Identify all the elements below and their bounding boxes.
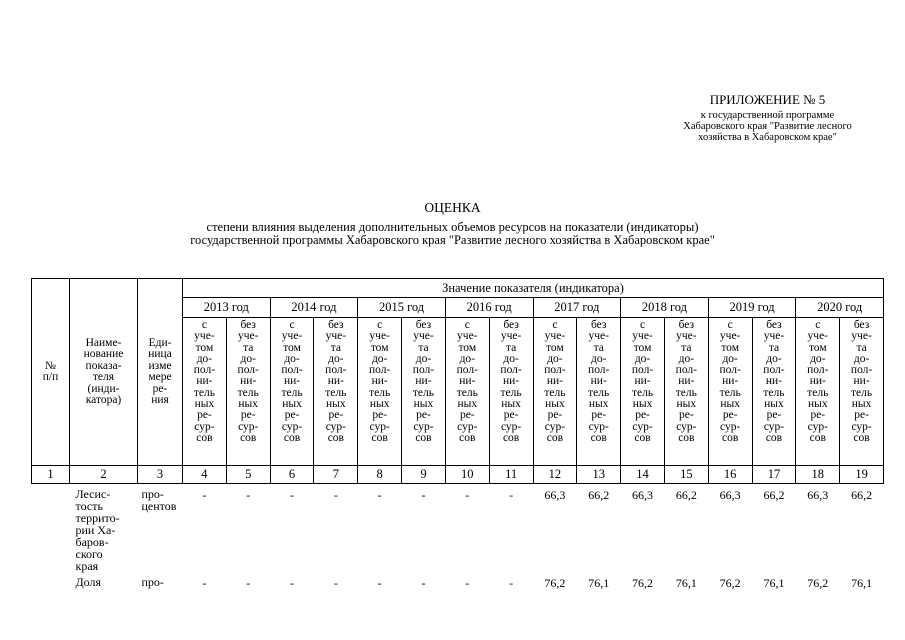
indicator-value: -: [246, 488, 251, 502]
header-with-resources: с уче- том до- пол- ни- тель ных ре- сур- сов: [533, 318, 577, 466]
column-number: 13: [577, 466, 621, 484]
indicator-value: -: [333, 576, 338, 590]
header-number: № п/п: [32, 279, 70, 466]
indicator-value: 66,3: [632, 488, 654, 502]
year-header: 2016 год: [445, 298, 533, 318]
indicator-value: 76,1: [588, 576, 610, 590]
year-header: 2015 год: [358, 298, 446, 318]
column-number: 5: [226, 466, 270, 484]
column-number: 2: [70, 466, 138, 484]
header-with-resources: с уче- том до- пол- ни- тель ных ре- сур- сов: [621, 318, 665, 466]
column-number: 18: [796, 466, 840, 484]
header-indicator-value: Значение показателя (индикатора): [183, 279, 884, 298]
indicator-table: [31, 278, 884, 591]
year-header: 2020 год: [796, 298, 884, 318]
header-without-resources: без уче- та до- пол- ни- тель ных ре- сур- сов: [840, 318, 884, 466]
column-number: 16: [708, 466, 752, 484]
column-number-row: [32, 466, 884, 484]
indicator-unit: про-: [141, 575, 164, 589]
indicator-value: -: [290, 488, 295, 502]
column-number: 19: [840, 466, 884, 484]
header-with-resources: с уче- том до- пол- ни- тель ных ре- сур- сов: [183, 318, 227, 466]
column-number: 4: [183, 466, 227, 484]
column-number: 15: [664, 466, 708, 484]
year-header: 2017 год: [533, 298, 621, 318]
indicator-value: -: [202, 488, 207, 502]
indicator-value: -: [246, 576, 251, 590]
table-row: [32, 572, 884, 591]
indicator-value: 76,2: [807, 576, 829, 590]
indicator-value: 66,2: [675, 488, 697, 502]
appendix-title: ПРИЛОЖЕНИЕ № 5: [709, 92, 826, 107]
column-number: 12: [533, 466, 577, 484]
header-with-resources: с уче- том до- пол- ни- тель ных ре- сур- сов: [270, 318, 314, 466]
header-without-resources: без уче- та до- пол- ни- тель ных ре- сур- сов: [577, 318, 621, 466]
table-row: [32, 484, 884, 573]
column-number: 11: [489, 466, 533, 484]
year-header: 2014 год: [270, 298, 358, 318]
indicator-value: -: [509, 576, 514, 590]
row-number: [32, 572, 70, 591]
header-with-resources: с уче- том до- пол- ни- тель ных ре- сур- сов: [358, 318, 402, 466]
document-title: ОЦЕНКА: [424, 200, 481, 215]
header-without-resources: без уче- та до- пол- ни- тель ных ре- сур- сов: [314, 318, 358, 466]
indicator-unit: про- центов: [141, 487, 177, 513]
indicator-value: -: [421, 488, 426, 502]
year-header: 2019 год: [708, 298, 796, 318]
column-number: 7: [314, 466, 358, 484]
indicator-value: -: [333, 488, 338, 502]
header-without-resources: без уче- та до- пол- ни- тель ных ре- сур- сов: [402, 318, 446, 466]
indicator-value: 76,1: [763, 576, 785, 590]
indicator-value: 76,2: [719, 576, 741, 590]
indicator-value: 66,3: [719, 488, 741, 502]
indicator-value: -: [421, 576, 426, 590]
indicator-value: -: [377, 488, 382, 502]
header-without-resources: без уче- та до- пол- ни- тель ных ре- сур- сов: [752, 318, 796, 466]
appendix-block: [640, 92, 895, 143]
indicator-value: -: [509, 488, 514, 502]
column-number: 8: [358, 466, 402, 484]
column-number: 6: [270, 466, 314, 484]
indicator-value: -: [465, 576, 470, 590]
year-header: 2018 год: [621, 298, 709, 318]
indicator-name: Доля: [75, 575, 102, 589]
column-number: 9: [402, 466, 446, 484]
header-with-resources: с уче- том до- пол- ни- тель ных ре- сур- сов: [796, 318, 840, 466]
header-without-resources: без уче- та до- пол- ни- тель ных ре- сур- сов: [226, 318, 270, 466]
header-without-resources: без уче- та до- пол- ни- тель ных ре- сур- сов: [664, 318, 708, 466]
indicator-name: Лесис- тость террито- рии Ха- баров- ского края: [75, 487, 120, 573]
indicator-value: 66,2: [588, 488, 610, 502]
column-number: 1: [32, 466, 70, 484]
column-number: 14: [621, 466, 665, 484]
indicator-value: -: [202, 576, 207, 590]
header-unit: Еди- ница изме мере ре- ния: [138, 279, 183, 466]
header-with-resources: с уче- том до- пол- ни- тель ных ре- сур- сов: [708, 318, 752, 466]
indicator-value: 66,2: [763, 488, 785, 502]
column-number: 3: [138, 466, 183, 484]
row-number: [32, 484, 70, 573]
indicator-value: 76,2: [632, 576, 654, 590]
appendix-subtitle: к государственной программе Хабаровского края "Развитие лесного хозяйства в Хабаровском крае": [683, 110, 852, 143]
indicator-value: -: [465, 488, 470, 502]
indicator-value: -: [377, 576, 382, 590]
indicator-value: 66,3: [544, 488, 566, 502]
indicator-value: 66,2: [851, 488, 873, 502]
year-header: 2013 год: [183, 298, 271, 318]
indicator-value: 76,1: [851, 576, 873, 590]
header-without-resources: без уче- та до- пол- ни- тель ных ре- сур- сов: [489, 318, 533, 466]
indicator-value: 76,2: [544, 576, 566, 590]
indicator-value: -: [290, 576, 295, 590]
indicator-value: 66,3: [807, 488, 829, 502]
header-with-resources: с уче- том до- пол- ни- тель ных ре- сур- сов: [445, 318, 489, 466]
column-number: 17: [752, 466, 796, 484]
column-number: 10: [445, 466, 489, 484]
header-indicator-name: Наиме- нование показа- теля (инди- катора): [70, 279, 138, 466]
document-subtitle: степени влияния выделения дополнительных объемов ресурсов на показатели (индикаторы) государственной программы Хабаровского края "Развитие лесного хозяйства в Хабаровском крае": [190, 220, 715, 247]
indicator-value: 76,1: [675, 576, 697, 590]
